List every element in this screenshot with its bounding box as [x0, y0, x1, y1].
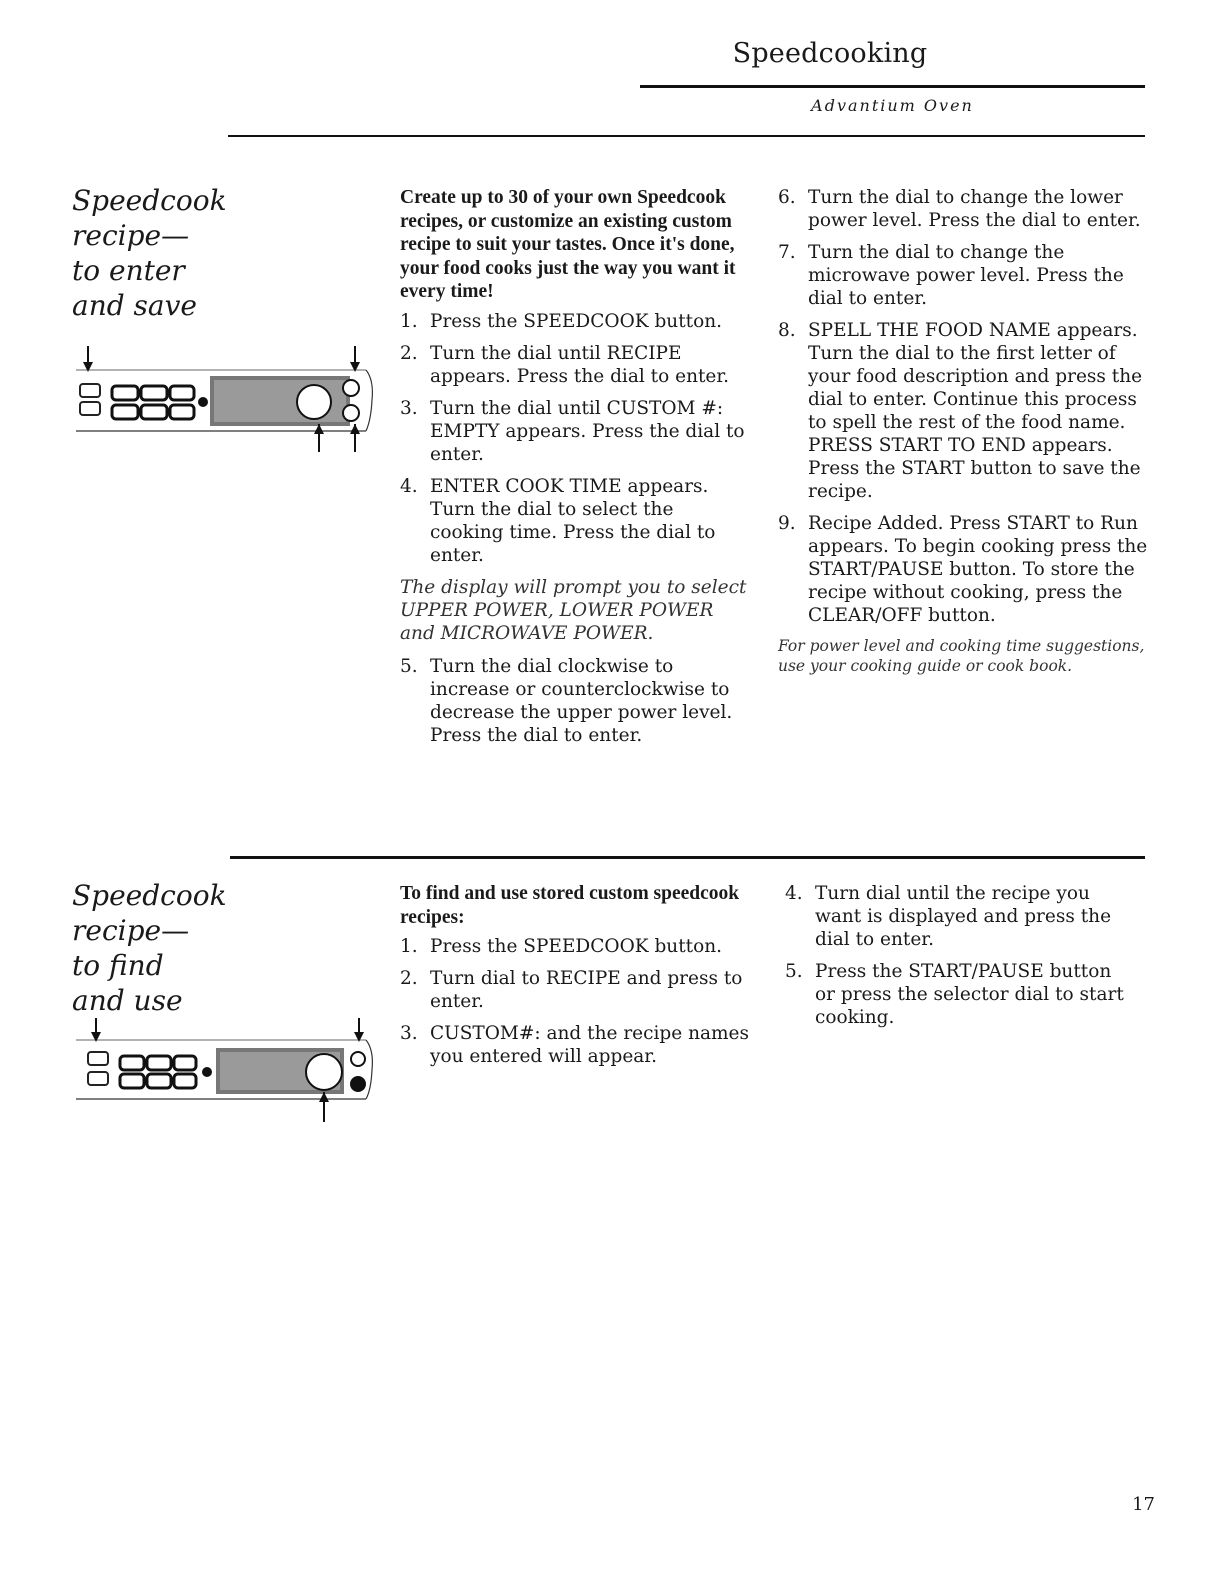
control-panel-icon [74, 340, 384, 462]
step-text: Turn the dial until CUSTOM #: EMPTY appears. Press the dial to enter. [430, 397, 745, 465]
step-item [400, 397, 750, 466]
section2-side-heading [72, 878, 272, 1018]
section1-intro: Create up to 30 of your own Speedcook recipes, or customize an existing custom recipe to suit your tastes. Once it's done, your food cooks just the way you want it every time! [400, 187, 736, 302]
step-item [400, 935, 760, 958]
step-text: Turn the dial clockwise to increase or counterclockwise to decrease the upper power level. Press the dial to enter. [430, 655, 733, 746]
step-text: Turn the dial until RECIPE appears. Press the dial to enter. [430, 342, 730, 387]
control-panel-diagram-find [74, 1014, 384, 1126]
step-item [400, 310, 750, 333]
step-text: ENTER COOK TIME appears. Turn the dial to select the cooking time. Press the dial to enter. [430, 475, 716, 566]
step-item [400, 342, 750, 388]
step-text: Turn the dial to change the lower power level. Press the dial to enter. [808, 187, 1141, 231]
step-item [778, 186, 1148, 232]
step-number: 9. [778, 513, 796, 534]
section-rule-middle [230, 856, 1145, 859]
section1-column-middle [400, 186, 750, 756]
section2-column-right [785, 882, 1125, 1038]
step-item [400, 967, 760, 1013]
side-heading-line: and save [72, 289, 198, 322]
step-number: 3. [400, 397, 418, 419]
control-panel-diagram-enter [74, 340, 384, 462]
side-heading-line: to find [72, 949, 164, 982]
step-text: Recipe Added. Press START to Run appears. To begin cooking press the START/PAUSE button. To store the recipe without cooking, press the CLEAR/OFF button. [808, 513, 1148, 626]
step-number: 6. [778, 187, 796, 208]
side-heading-line: recipe— [72, 914, 190, 947]
step-item [400, 475, 750, 567]
step-text: Turn dial until the recipe you want is displayed and press the dial to enter. [815, 883, 1112, 950]
step-text: Turn dial to RECIPE and press to enter. [430, 968, 743, 1012]
step-number: 2. [400, 968, 418, 989]
step-number: 1. [400, 310, 418, 332]
header-rule [640, 85, 1145, 88]
step-item [400, 655, 750, 747]
step-text: Press the SPEEDCOOK button. [430, 936, 722, 957]
running-title: Speedcooking [732, 38, 928, 69]
section1-side-heading [72, 183, 272, 323]
step-number: 8. [778, 320, 796, 341]
section2-intro: To find and use stored custom speedcook recipes: [400, 883, 740, 928]
step-text: SPELL THE FOOD NAME appears. Turn the dial to the first letter of your food description and press the dial to enter. Continue this process to spell the rest of the food name. PRESS START TO END appears. Press the START button to save the recipe. [808, 320, 1143, 502]
side-heading-line: Speedcook [72, 184, 227, 217]
step-number: 4. [785, 883, 803, 904]
step-number: 7. [778, 242, 796, 263]
section-rule-top [228, 135, 1145, 137]
step-text: CUSTOM#: and the recipe names you entered will appear. [430, 1023, 749, 1067]
step-item [778, 512, 1148, 627]
section1-column-right [778, 186, 1148, 686]
step-number: 1. [400, 936, 418, 957]
side-heading-line: and use [72, 984, 183, 1017]
control-panel-icon [74, 1014, 384, 1126]
product-name: Advantium Oven [811, 96, 974, 115]
step-number: 4. [400, 475, 418, 497]
step-number: 5. [400, 655, 418, 677]
side-heading-line: recipe— [72, 219, 190, 252]
step-text: Turn the dial to change the microwave power level. Press the dial to enter. [808, 242, 1124, 309]
step-number: 3. [400, 1023, 418, 1044]
step-item [785, 960, 1125, 1029]
step-item [785, 882, 1125, 951]
step-item [400, 1022, 760, 1068]
step-number: 5. [785, 961, 803, 982]
step-number: 2. [400, 342, 418, 364]
step-item [778, 319, 1148, 503]
step-text: Press the START/PAUSE button or press the selector dial to start cooking. [815, 961, 1124, 1028]
side-heading-line: to enter [72, 254, 185, 287]
side-heading-line: Speedcook [72, 879, 227, 912]
display-note: The display will prompt you to select UPPER POWER, LOWER POWER and MICROWAVE POWER. [400, 576, 747, 644]
step-text: Press the SPEEDCOOK button. [430, 310, 722, 332]
section2-column-middle [400, 882, 760, 1077]
page-number: 17 [1132, 1494, 1155, 1515]
step-item [778, 241, 1148, 310]
cooking-guide-footnote: For power level and cooking time suggestions, use your cooking guide or cook book. [778, 637, 1145, 675]
